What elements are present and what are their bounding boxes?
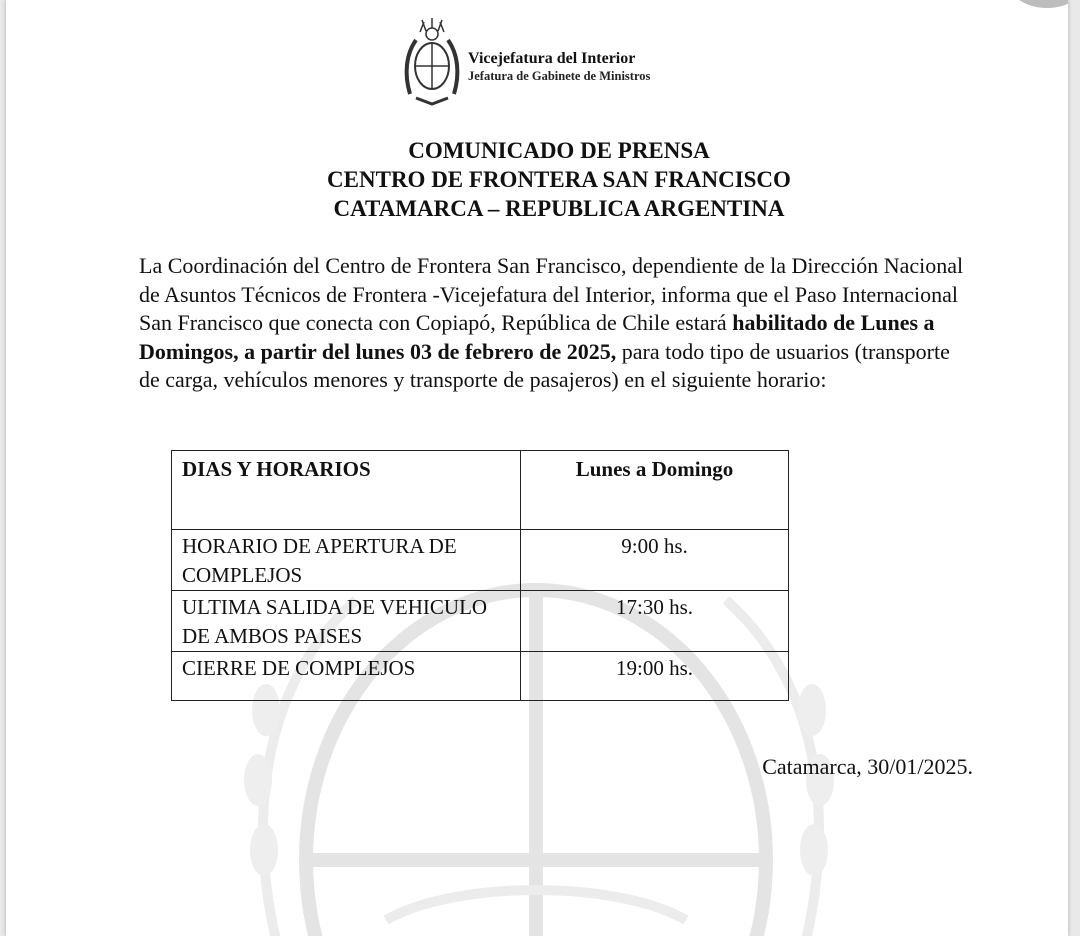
table-row — [172, 530, 789, 591]
header-monday-sunday: Lunes a Domingo — [521, 451, 789, 530]
place-and-date: Catamarca, 30/01/2025. — [762, 754, 973, 779]
row-value-closing: 19:00 hs. — [521, 652, 789, 701]
title-line-1: COMUNICADO DE PRENSA — [408, 138, 710, 163]
paragraph-bold-text: habilitado de Lunes a Domingos, a partir del lunes 03 de febrero de 2025, — [139, 310, 935, 364]
document-title — [6, 136, 1068, 223]
row-label-opening: HORARIO DE APERTURA DE COMPLEJOS — [172, 530, 521, 591]
row-value-opening: 9:00 hs. — [521, 530, 789, 591]
paragraph-text-2: para todo tipo de usuarios (transporte de carga, vehículos menores y transporte de pasajeros) en el siguiente horario: — [139, 338, 950, 393]
org-line-1: Vicejefatura del Interior — [468, 50, 636, 67]
table-header-row — [172, 451, 789, 530]
title-line-3: CATAMARCA – REPUBLICA ARGENTINA — [333, 196, 785, 221]
org-name — [468, 50, 650, 84]
title-line-2: CENTRO DE FRONTERA SAN FRANCISCO — [327, 167, 791, 192]
header-days-hours: DIAS Y HORARIOS — [172, 451, 521, 530]
table-row — [172, 652, 789, 701]
coat-of-arms-icon — [402, 14, 462, 110]
org-line-2: Jefatura de Gabinete de Ministros — [468, 69, 651, 83]
paragraph-text-1: La Coordinación del Centro de Frontera San Francisco, dependiente de la Dirección Nacional de Asuntos Técnicos de Frontera -Vicejefatura del Interior, informa que el Paso Internacional San Francisco que conecta con Copiapó, República de Chile estará — [139, 253, 964, 336]
row-value-last-exit: 17:30 hs. — [521, 591, 789, 652]
document-page — [6, 0, 1068, 936]
schedule-table — [171, 450, 789, 701]
table-row — [172, 591, 789, 652]
row-label-closing: CIERRE DE COMPLEJOS — [172, 652, 521, 701]
corner-overlay — [1008, 0, 1068, 8]
body-paragraph — [139, 252, 969, 395]
row-label-last-exit: ULTIMA SALIDA DE VEHICULO DE AMBOS PAISES — [172, 591, 521, 652]
